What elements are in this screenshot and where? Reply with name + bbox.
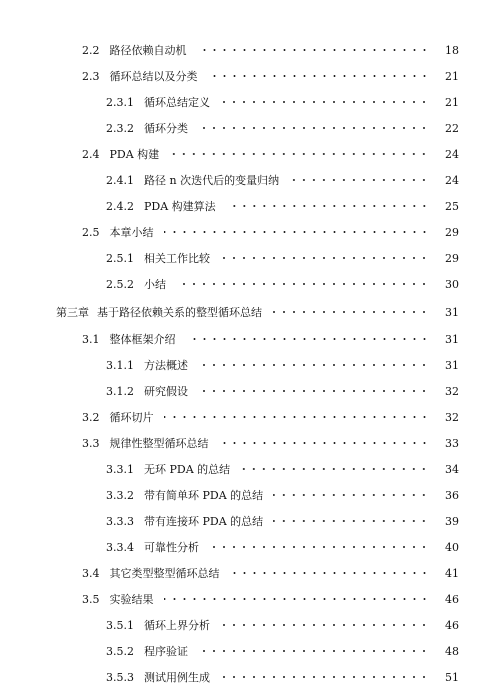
section-title: 可靠性分析	[144, 541, 199, 554]
section-title: 整体框架介绍	[109, 333, 176, 346]
dot-leader	[230, 565, 430, 581]
section-title: 规律性整型循环总结	[109, 437, 209, 450]
section-number: 2.5.2	[106, 277, 134, 291]
toc-entry[interactable]	[0, 357, 489, 373]
dot-leader	[169, 146, 429, 162]
dot-leader	[289, 172, 429, 188]
dot-leader	[220, 250, 429, 266]
section-title: 循环总结以及分类	[109, 70, 198, 83]
toc-entry[interactable]	[0, 120, 489, 136]
section-number: 2.2	[82, 43, 100, 57]
section-number: 2.4.2	[106, 199, 134, 213]
toc-entry[interactable]	[0, 435, 489, 451]
section-number: 2.3.2	[106, 121, 134, 135]
toc-entry[interactable]	[0, 461, 489, 477]
toc-entry[interactable]	[0, 146, 489, 162]
dot-leader	[219, 435, 430, 451]
page-number: 34	[445, 462, 459, 476]
section-number: 3.1.2	[106, 384, 134, 398]
chapter-title: 基于路径依赖关系的整型循环总结	[97, 306, 262, 319]
dot-leader	[272, 304, 429, 320]
section-number: 2.3	[82, 69, 100, 83]
section-number: 2.4	[82, 147, 100, 161]
toc-entry[interactable]	[0, 539, 489, 555]
section-title: PDA 构建	[109, 148, 160, 161]
dot-leader	[164, 224, 430, 240]
section-title: 本章小结	[109, 226, 154, 239]
dot-leader	[186, 331, 430, 347]
section-number: 3.4	[82, 566, 100, 580]
section-number: 3.3.3	[106, 514, 134, 528]
toc-entry[interactable]	[0, 383, 489, 399]
page-number: 30	[445, 277, 459, 291]
toc-chapter-entry[interactable]	[0, 304, 489, 320]
page-number: 24	[445, 173, 459, 187]
section-number: 3.5	[82, 592, 100, 606]
page-number: 31	[445, 358, 459, 372]
section-title: 相关工作比较	[144, 252, 210, 265]
section-number: 3.5.2	[106, 644, 134, 658]
section-number: 3.5.3	[106, 670, 134, 684]
page-number: 25	[445, 199, 459, 213]
section-title: 带有简单环 PDA 的总结	[144, 489, 264, 502]
toc-entry[interactable]	[0, 94, 489, 110]
page-number: 22	[445, 121, 459, 135]
section-title: 路径 n 次迭代后的变量归纳	[144, 174, 280, 187]
page-number: 36	[445, 488, 459, 502]
page-number: 51	[445, 670, 459, 684]
chapter-number: 第三章	[56, 306, 89, 319]
section-title: 路径依赖自动机	[109, 44, 187, 57]
toc-entry[interactable]	[0, 617, 489, 633]
dot-leader	[220, 617, 429, 633]
page-number: 46	[445, 618, 459, 632]
dot-leader	[226, 198, 429, 214]
page-number: 31	[445, 305, 459, 319]
page-number: 18	[445, 43, 459, 57]
toc-entry[interactable]	[0, 172, 489, 188]
section-number: 3.3.4	[106, 540, 134, 554]
section-title: PDA 构建算法	[144, 200, 216, 213]
page-number: 21	[445, 95, 459, 109]
section-title: 循环切片	[109, 411, 154, 424]
section-number: 3.3.1	[106, 462, 134, 476]
section-title: 小结	[144, 278, 166, 291]
dot-leader	[197, 42, 430, 58]
section-number: 3.3	[82, 436, 100, 450]
toc-entry[interactable]	[0, 513, 489, 529]
section-number: 3.5.1	[106, 618, 134, 632]
toc-entry[interactable]	[0, 643, 489, 659]
page-number: 32	[445, 410, 459, 424]
dot-leader	[240, 461, 429, 477]
section-number: 3.3.2	[106, 488, 134, 502]
section-title: 循环上界分析	[144, 619, 210, 632]
toc-entry[interactable]	[0, 224, 489, 240]
section-title: 带有连接环 PDA 的总结	[144, 515, 264, 528]
dot-leader	[198, 120, 429, 136]
dot-leader	[273, 487, 429, 503]
page-number: 48	[445, 644, 459, 658]
section-title: 实验结果	[109, 593, 154, 606]
dot-leader	[198, 383, 429, 399]
section-number: 3.2	[82, 410, 100, 424]
toc-entry[interactable]	[0, 68, 489, 84]
section-title: 循环分类	[144, 122, 188, 135]
dot-leader	[198, 643, 429, 659]
toc-entry[interactable]	[0, 409, 489, 425]
section-number: 2.4.1	[106, 173, 134, 187]
dot-leader	[209, 539, 429, 555]
toc-entry[interactable]	[0, 276, 489, 292]
page-number: 31	[445, 332, 459, 346]
section-number: 2.5.1	[106, 251, 134, 265]
section-title: 测试用例生成	[144, 671, 210, 684]
section-number: 3.1	[82, 332, 100, 346]
section-number: 2.3.1	[106, 95, 134, 109]
dot-leader	[220, 669, 429, 685]
page-number: 39	[445, 514, 459, 528]
page-number: 32	[445, 384, 459, 398]
section-title: 程序验证	[144, 645, 188, 658]
dot-leader	[164, 409, 430, 425]
section-title: 方法概述	[144, 359, 188, 372]
toc-entry[interactable]	[0, 331, 489, 347]
dot-leader	[164, 591, 430, 607]
section-number: 2.5	[82, 225, 100, 239]
page-number: 41	[445, 566, 459, 580]
section-title: 研究假设	[144, 385, 188, 398]
section-title: 循环总结定义	[144, 96, 210, 109]
page-number: 21	[445, 69, 459, 83]
page-number: 24	[445, 147, 459, 161]
page-number: 29	[445, 225, 459, 239]
dot-leader	[273, 513, 429, 529]
toc-entry[interactable]	[0, 565, 489, 581]
section-number: 3.1.1	[106, 358, 134, 372]
dot-leader	[220, 94, 429, 110]
toc-entry[interactable]	[0, 669, 489, 685]
toc-entry[interactable]	[0, 42, 489, 58]
dot-leader	[176, 276, 429, 292]
toc-entry[interactable]	[0, 198, 489, 214]
toc-entry[interactable]	[0, 591, 489, 607]
page-number: 46	[445, 592, 459, 606]
page-number: 33	[445, 436, 459, 450]
page-number: 29	[445, 251, 459, 265]
page-number: 40	[445, 540, 459, 554]
section-title: 其它类型整型循环总结	[109, 567, 220, 580]
section-title: 无环 PDA 的总结	[144, 463, 231, 476]
toc-entry[interactable]	[0, 250, 489, 266]
dot-leader	[208, 68, 430, 84]
toc-entry[interactable]	[0, 487, 489, 503]
dot-leader	[198, 357, 429, 373]
